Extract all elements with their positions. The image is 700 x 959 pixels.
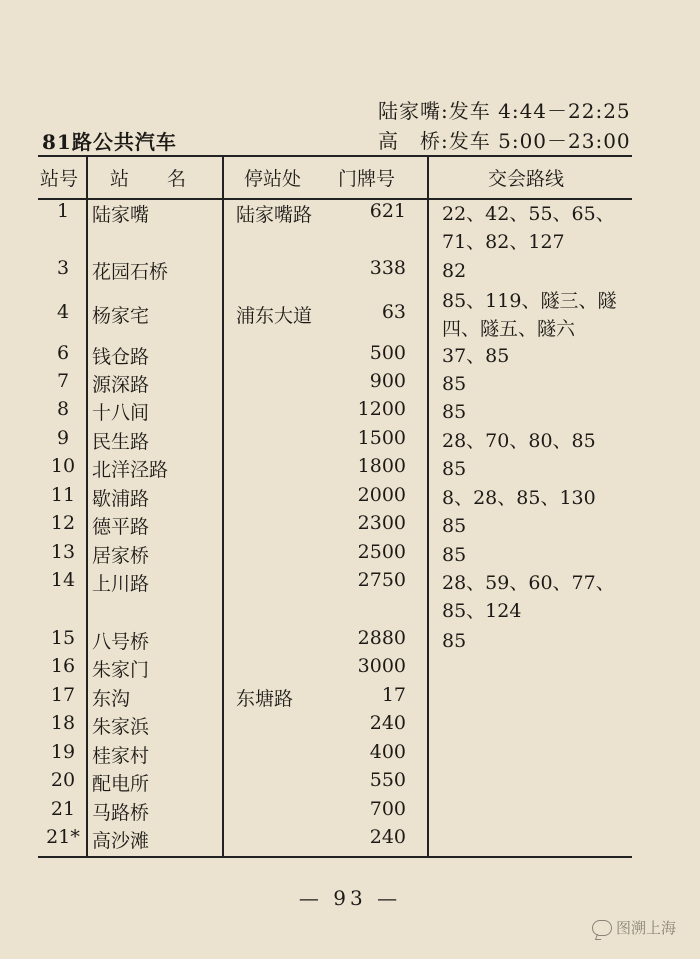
door-number: 1200 (357, 398, 406, 420)
station-no: 17 (50, 684, 76, 706)
station-name: 东沟 (92, 688, 131, 710)
station-name: 桂家村 (92, 745, 150, 767)
header-connecting-routes: 交会路线 (488, 168, 565, 190)
station-name: 朱家浜 (92, 716, 150, 738)
station-no: 18 (50, 712, 76, 734)
terminal-name: 高 桥 (378, 129, 441, 153)
station-no: 21 (50, 798, 76, 820)
connecting-routes: 8、28、85、130 (442, 487, 596, 509)
station-no: 19 (50, 741, 76, 763)
connecting-routes: 37、85 (442, 345, 510, 367)
door-number: 1800 (357, 455, 406, 477)
header-station-no: 站号 (40, 168, 79, 190)
stop-location: 东塘路 (236, 688, 294, 710)
station-name: 马路桥 (92, 802, 150, 824)
station-no: 10 (50, 455, 76, 477)
connecting-routes: 85 (442, 630, 467, 652)
station-name: 民生路 (92, 431, 150, 453)
station-name: 钱仓路 (92, 346, 150, 368)
route-title: 81路公共汽车 (42, 130, 177, 154)
station-no: 8 (56, 398, 70, 420)
connecting-routes: 85、119、隧三、隧四、隧五、隧六 (442, 290, 617, 340)
station-no: 9 (56, 427, 70, 449)
door-number: 2880 (357, 627, 406, 649)
watermark-text: 图溯上海 (616, 919, 677, 937)
door-number: 400 (369, 741, 406, 763)
station-no: 16 (50, 655, 76, 677)
connecting-routes: 28、59、60、77、85、124 (442, 572, 615, 622)
station-no: 21* (46, 826, 80, 848)
table-bottom-rule (38, 856, 632, 858)
station-name: 陆家嘴 (92, 204, 150, 226)
station-name: 上川路 (92, 573, 150, 595)
header-station-name: 站 名 (110, 168, 187, 190)
header-door-no: 门牌号 (338, 168, 396, 190)
station-name: 高沙滩 (92, 830, 150, 852)
door-number: 550 (369, 769, 406, 791)
station-name: 歇浦路 (92, 488, 150, 510)
door-number: 2000 (357, 484, 406, 506)
departure-text: 发车 5:00－23:00 (448, 129, 631, 153)
departure-line-2: 高 桥:发车 5:00－23:00 (378, 129, 631, 153)
watermark (592, 917, 676, 938)
station-no: 4 (56, 301, 70, 323)
connecting-routes: 22、42、55、65、71、82、127 (442, 203, 615, 253)
wechat-icon (592, 920, 612, 936)
connecting-routes: 85 (442, 373, 467, 395)
door-number: 900 (369, 370, 406, 392)
connecting-routes: 82 (442, 260, 467, 282)
station-name: 十八间 (92, 402, 150, 424)
column-divider (222, 157, 224, 856)
station-no: 7 (56, 370, 70, 392)
connecting-routes: 85 (442, 515, 467, 537)
station-no: 1 (56, 200, 70, 222)
stop-location: 浦东大道 (236, 305, 313, 327)
door-number: 2300 (357, 512, 406, 534)
station-no: 6 (56, 342, 70, 364)
station-name: 朱家门 (92, 659, 150, 681)
station-name: 花园石桥 (92, 261, 169, 283)
terminal-name: 陆家嘴 (378, 99, 441, 123)
departure-times (378, 96, 631, 156)
table-top-rule (38, 155, 632, 157)
station-name: 居家桥 (92, 545, 150, 567)
door-number: 500 (369, 342, 406, 364)
door-number: 240 (369, 712, 406, 734)
station-name: 杨家宅 (92, 305, 150, 327)
door-number: 338 (369, 257, 406, 279)
station-name: 八号桥 (92, 631, 150, 653)
door-number: 1500 (357, 427, 406, 449)
station-name: 德平路 (92, 516, 150, 538)
station-no: 14 (50, 569, 76, 591)
departure-text: 发车 4:44－22:25 (448, 99, 631, 123)
stop-location: 陆家嘴路 (236, 204, 313, 226)
connecting-routes: 28、70、80、85 (442, 430, 596, 452)
door-number: 17 (381, 684, 406, 706)
door-number: 2500 (357, 541, 406, 563)
departure-line-1: 陆家嘴:发车 4:44－22:25 (378, 99, 631, 123)
door-number: 700 (369, 798, 406, 820)
station-no: 13 (50, 541, 76, 563)
door-number: 63 (381, 301, 406, 323)
door-number: 3000 (357, 655, 406, 677)
station-no: 20 (50, 769, 76, 791)
page-number: — 93 — (298, 886, 402, 910)
connecting-routes: 85 (442, 544, 467, 566)
station-name: 配电所 (92, 773, 150, 795)
door-number: 240 (369, 826, 406, 848)
connecting-routes: 85 (442, 401, 467, 423)
station-no: 11 (50, 484, 76, 506)
column-divider (427, 157, 429, 856)
door-number: 621 (369, 200, 406, 222)
station-no: 15 (50, 627, 76, 649)
station-name: 北洋泾路 (92, 459, 169, 481)
station-no: 3 (56, 257, 70, 279)
header-stop-at: 停站处 (244, 168, 302, 190)
station-name: 源深路 (92, 374, 150, 396)
connecting-routes: 85 (442, 458, 467, 480)
door-number: 2750 (357, 569, 406, 591)
station-no: 12 (50, 512, 76, 534)
